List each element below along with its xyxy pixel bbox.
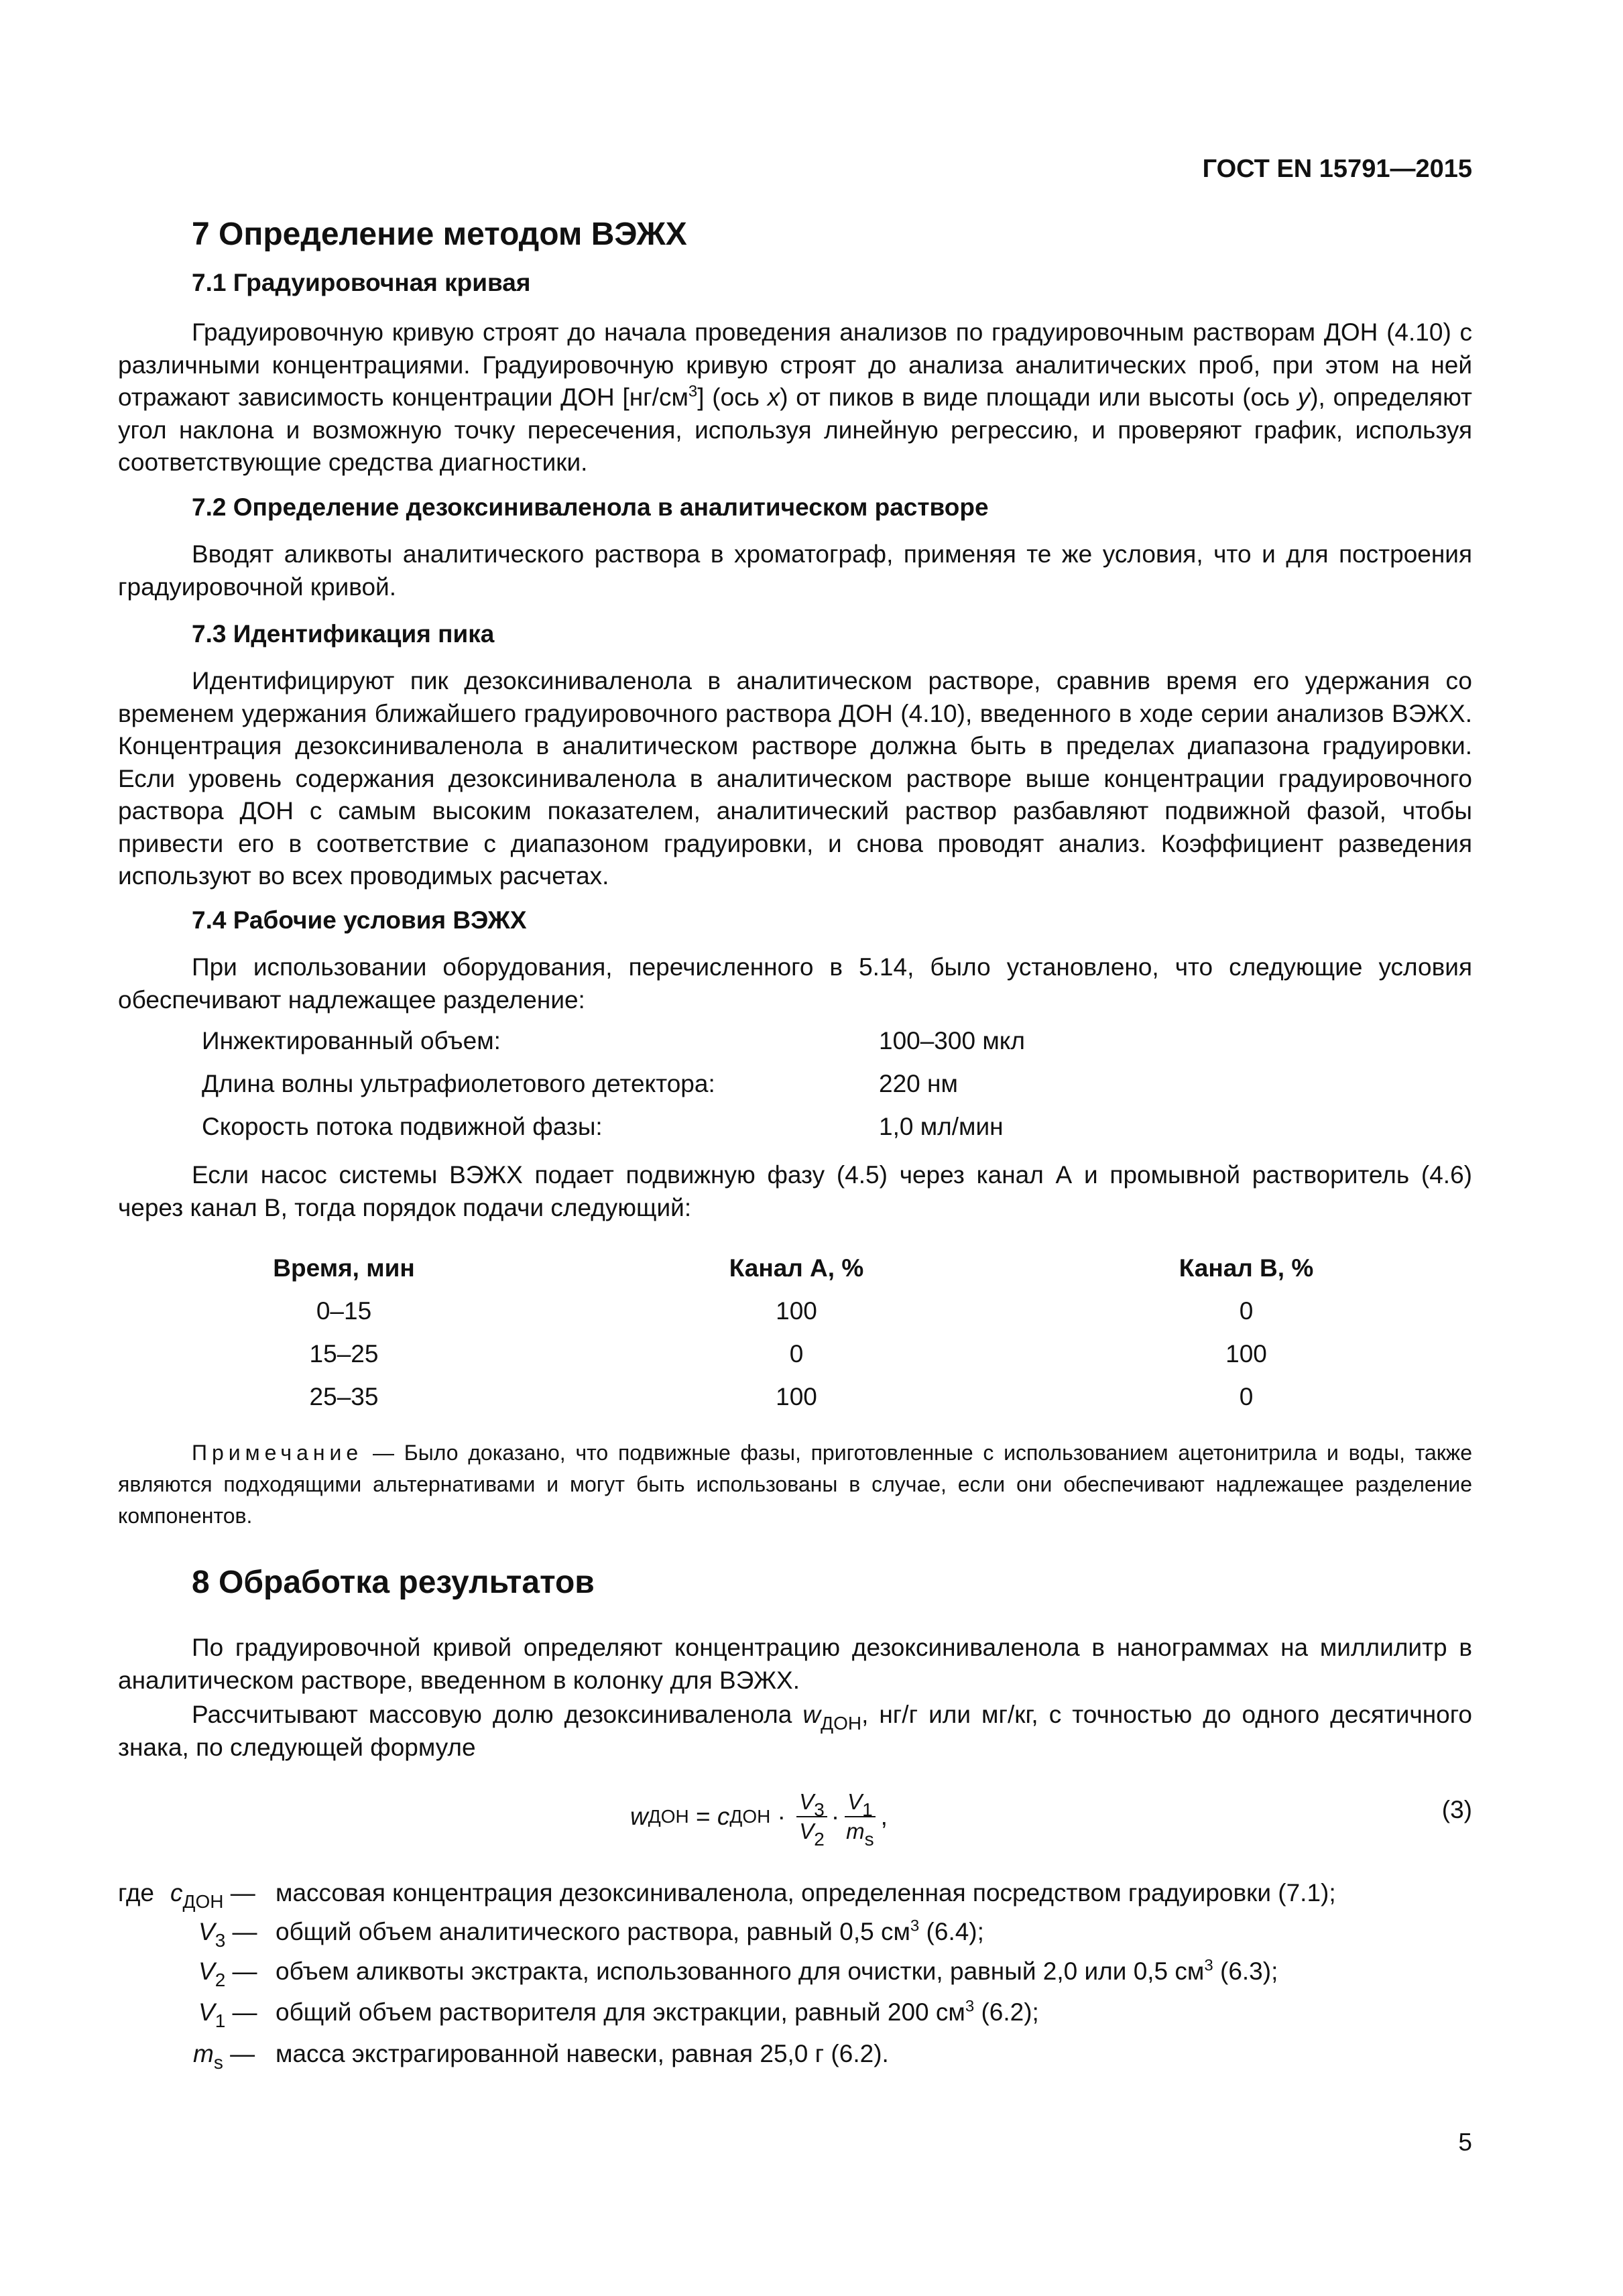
section-8-text-2: Рассчитывают массовую долю дезоксиниваленола $w_{ДОН}$, нг/г или мг/кг, с точностью до одного десятичного знака, по следующей формуле: [118, 1701, 1472, 1761]
table-cell: 0: [789, 1340, 804, 1368]
table-cell: 0: [1239, 1383, 1254, 1410]
table-cell: 100: [776, 1297, 817, 1325]
formula: w ДОН = c ДОН · $\frac{V_3}{V_2}$ · $\frac{V_1}{m_s}$ ,: [630, 1789, 888, 1850]
condition-label: Скорость потока подвижной фазы:: [202, 1113, 603, 1140]
table-cell: 15–25: [309, 1340, 379, 1368]
note-label: Примечание: [192, 1441, 363, 1465]
section-7-title: 7 Определение методом ВЭЖХ: [192, 217, 687, 252]
condition-value: 100–300 мкл: [879, 1027, 1025, 1054]
section-8-text-1: По градуировочной кривой определяют концентрацию дезоксиниваленола в нанограммах на миллилитр в аналитическом растворе, введенном в колонку для ВЭЖХ.: [118, 1634, 1472, 1694]
fraction: $\frac{V_1}{m_s}$: [843, 1788, 877, 1846]
condition-value: 220 нм: [879, 1070, 958, 1097]
section-7-3-title: 7.3 Идентификация пика: [192, 620, 495, 648]
section-7-1-text: Градуировочную кривую строят до начала проведения анализов по градуировочным растворам ДОН (4.10) с различными концентрациями. Градуировочную кривую строят до анализа аналитических проб, при этом на ней отражают зависимость концентрации ДОН $[нг/см^3]$ (ось x) от пиков в виде площади или высоты (ось y), определяют угол наклона и возможную точку пересечения, используя линейную регрессию, и проверяют график, используя соответствующие средства диагностики.: [118, 318, 1472, 476]
table-header: Канал А, %: [729, 1254, 864, 1282]
where-list: где $c_{ДОН}$ — массовая концентрация дезоксиниваленола, определенная посредством градуировки (7.1); $V_3$ — общий объем аналитического раствора, равный 0,5 $см^3$ (6.4); $V_2$ — объем аликвоты экстракта, использованного для очистки, равный 2,0 или 0,5 $см^3$ (6.3); $V_1$ — общий объем растворителя для экстракции, равный 200 $см^3$ (6.2); $m_s$ — масса экстрагированной навески, равная 25,0 г (6.2).: [118, 1877, 1620, 2092]
section-7-4-text-2: Если насос системы ВЭЖХ подает подвижную фазу (4.5) через канал А и промывной растворитель (4.6) через канал В, тогда порядок подачи следующий:: [118, 1161, 1472, 1221]
table-cell: 25–35: [309, 1383, 379, 1410]
table-cell: 0: [1239, 1297, 1254, 1325]
note: Примечание — Было доказано, что подвижные фазы, приготовленные с использованием ацетонитрила и воды, также являются подходящими альтернативами и могут быть использованы в случае, если они обеспечивают надлежащее разделение компонентов.: [118, 1441, 1472, 1528]
condition-value: 1,0 мл/мин: [879, 1113, 1004, 1140]
section-7-3-text: Идентифицируют пик дезоксиниваленола в аналитическом растворе, сравнив время его удержания со временем удержания ближайшего градуировочного раствора ДОН (4.10), введенного в ходе серии анализов ВЭЖХ. Концентрация дезоксиниваленола в аналитическом растворе должна быть в пределах диапазона градуировки. Если уровень содержания дезоксиниваленола в аналитическом растворе выше концентрации градуировочного раствора ДОН с самым высоким показателем, аналитический раствор разбавляют подвижной фазой, чтобы привести его в соответствие с диапазоном градуировки, и снова проводят анализ. Коэффициент разведения используют во всех проводимых расчетах.: [118, 667, 1472, 890]
table-cell: 100: [776, 1383, 817, 1410]
section-7-4-text: При использовании оборудования, перечисленного в 5.14, было установлено, что следующие условия обеспечивают надлежащее разделение:: [118, 953, 1472, 1014]
section-8-title: 8 Обработка результатов: [192, 1565, 595, 1600]
condition-label: Инжектированный объем:: [202, 1027, 501, 1054]
document-id: ГОСТ EN 15791—2015: [1202, 155, 1472, 183]
table-header: Канал В, %: [1179, 1254, 1314, 1282]
section-7-4-title: 7.4 Рабочие условия ВЭЖХ: [192, 906, 527, 934]
page-number: 5: [1458, 2128, 1472, 2156]
table-cell: 0–15: [316, 1297, 372, 1325]
section-7-1-title: 7.1 Градуировочная кривая: [192, 269, 531, 296]
fraction: $\frac{V_3}{V_2}$: [796, 1788, 827, 1846]
condition-label: Длина волны ультрафиолетового детектора:: [202, 1070, 715, 1097]
where-word: где: [118, 1879, 155, 1907]
equation-number: (3): [1441, 1796, 1472, 1823]
section-7-2-text: Вводят аликвоты аналитического раствора в хроматограф, применяя те же условия, что и для построения градуировочной кривой.: [118, 540, 1472, 601]
section-7-2-title: 7.2 Определение дезоксиниваленола в аналитическом растворе: [192, 493, 989, 521]
table-cell: 100: [1225, 1340, 1267, 1368]
table-header: Время, мин: [273, 1254, 415, 1282]
